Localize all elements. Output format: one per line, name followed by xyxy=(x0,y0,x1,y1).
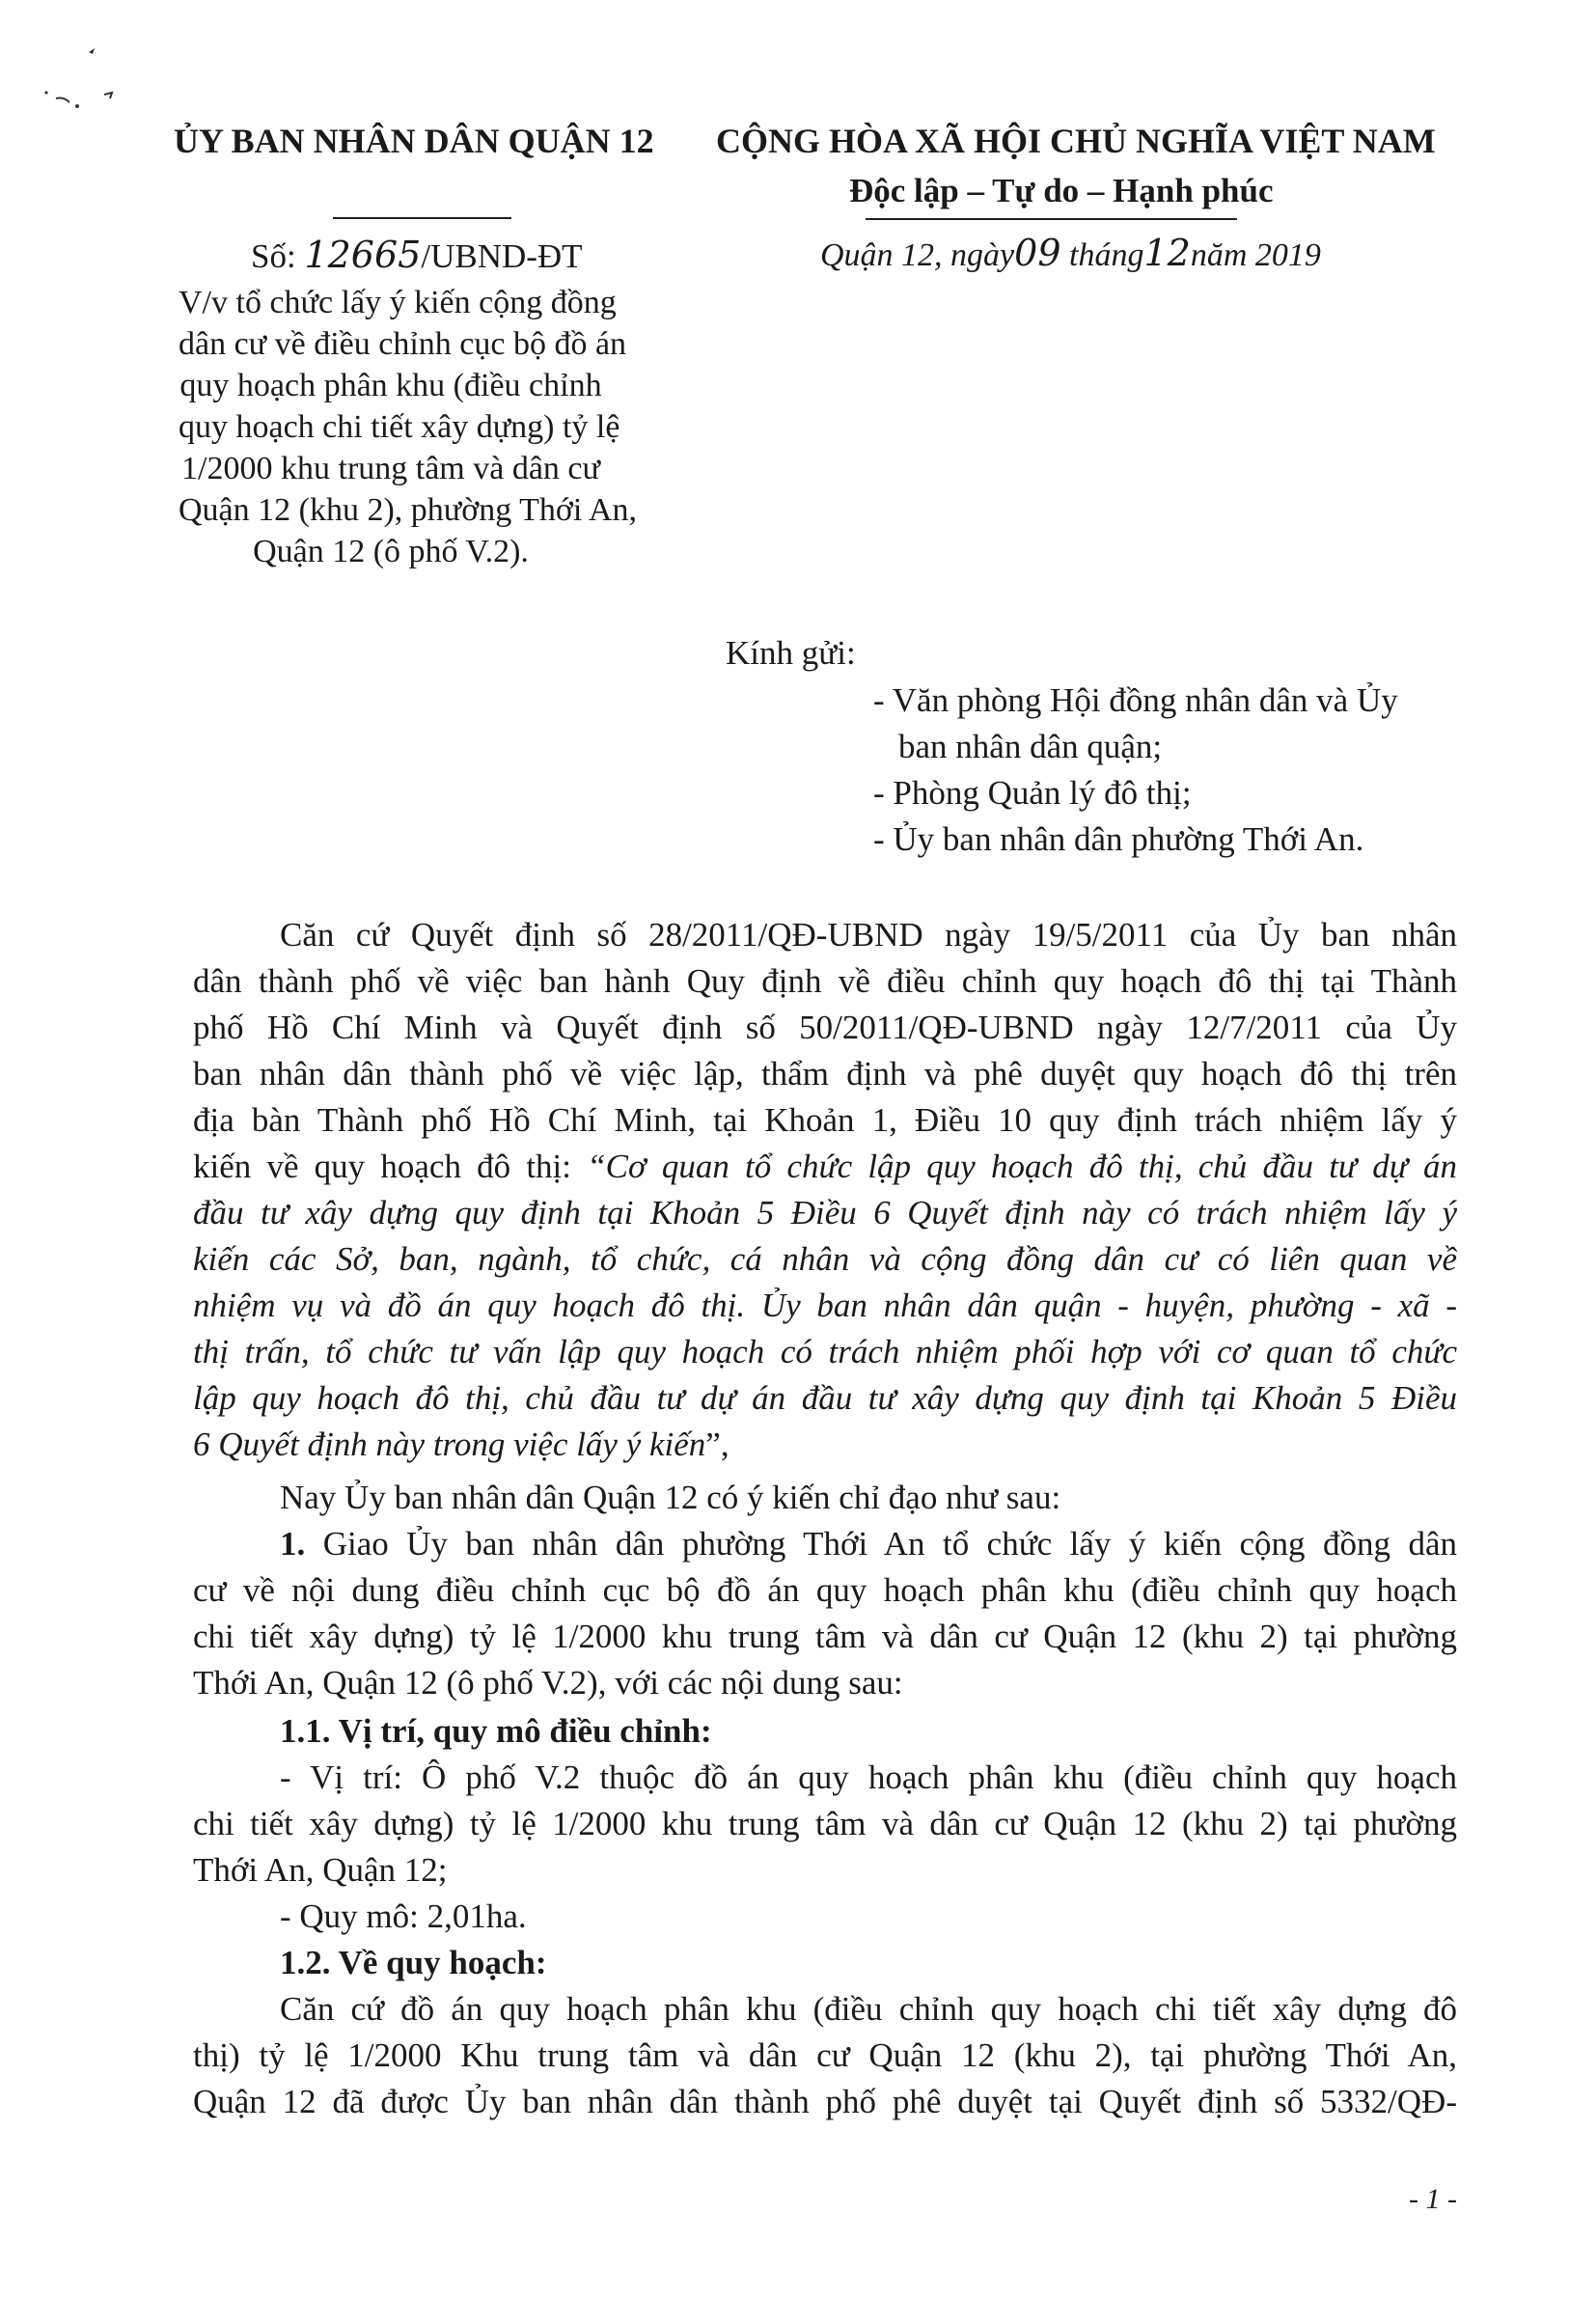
quoted-line: nhiệm vụ và đồ án quy hoạch đô thị. Ủy ban nhân dân quận - huyện, phường - xã - xyxy=(193,1287,1457,1324)
issuer-name: ỦY BAN NHÂN DÂN QUẬN 12 xyxy=(174,122,654,160)
body-text: Giao Ủy ban nhân dân phường Thới An tổ chức lấy ý kiến cộng đồng dân xyxy=(305,1525,1457,1563)
body-line: chi tiết xây dựng) tỷ lệ 1/2000 khu trung tâm và dân cư Quận 12 (khu 2) tại phường xyxy=(193,1805,1457,1842)
place-date-part2: tháng xyxy=(1069,237,1144,273)
section-heading: 1.1. Vị trí, quy mô điều chỉnh: xyxy=(280,1712,712,1750)
body-line xyxy=(193,1521,1457,1567)
subject-line: dân cư về điều chỉnh cục bộ đồ án xyxy=(179,326,627,362)
recipient-1-cont: ban nhân dân quận; xyxy=(898,728,1163,765)
body-line: cư về nội dung điều chỉnh cục bộ đồ án quy hoạch phân khu (điều chỉnh quy hoạch xyxy=(193,1571,1457,1609)
body-line: Nay Ủy ban nhân dân Quận 12 có ý kiến chỉ đạo như sau: xyxy=(280,1479,1061,1516)
document-number xyxy=(251,234,583,276)
body-line xyxy=(193,1422,1457,1468)
issuer-underline xyxy=(333,217,511,219)
body-line: dân thành phố về việc ban hành Quy định về điều chỉnh quy hoạch đô thị tại Thành xyxy=(193,962,1457,1000)
subject-line: Quận 12 (khu 2), phường Thới An, xyxy=(179,492,637,528)
item-1 xyxy=(193,1521,1457,1706)
subject-line: Quận 12 (ô phố V.2). xyxy=(253,534,529,569)
quoted-text: 6 Quyết định này trong việc lấy ý kiến xyxy=(193,1425,706,1463)
section-heading: 1.2. Về quy hoạch: xyxy=(280,1944,547,1981)
body-line: - Quy mô: 2,01ha. xyxy=(280,1897,527,1935)
quoted-text: “Cơ quan tổ chức lập quy hoạch đô thị, chủ đầu tư dự án xyxy=(587,1148,1457,1185)
body-line: Quận 12 đã được Ủy ban nhân dân thành phố phê duyệt tại Quyết định số 5332/QĐ- xyxy=(193,2083,1457,2120)
body-text: kiến về quy hoạch đô thị: xyxy=(193,1148,588,1185)
item-number: 1. xyxy=(280,1525,306,1563)
scan-specks xyxy=(39,39,135,116)
doc-no-handwritten: 12665 xyxy=(304,234,422,276)
doc-no-suffix: /UBND-ĐT xyxy=(421,237,583,275)
body-line: ban nhân dân thành phố về việc lập, thẩm định và phê duyệt quy hoạch đô thị trên xyxy=(193,1055,1457,1093)
subject-line: quy hoạch chi tiết xây dựng) tỷ lệ xyxy=(179,409,620,445)
body-line: Thới An, Quận 12 (ô phố V.2), với các nội dung sau: xyxy=(193,1664,903,1702)
body-line: Thới An, Quận 12; xyxy=(193,1851,448,1889)
paragraph-directive xyxy=(193,1475,1457,1521)
place-and-date xyxy=(820,232,1321,274)
recipient-list xyxy=(873,678,1398,863)
motto-underline xyxy=(866,218,1237,220)
section-1-2 xyxy=(193,1940,1457,2125)
quoted-line: thị trấn, tổ chức tư vấn lập quy hoạch có trách nhiệm phối hợp với cơ quan tổ chức xyxy=(193,1333,1457,1370)
body-line xyxy=(193,1144,1457,1190)
body-line: Căn cứ đồ án quy hoạch phân khu (điều chỉnh quy hoạch chi tiết xây dựng đô xyxy=(280,1990,1457,2028)
subject-block xyxy=(179,282,637,572)
body-line: địa bàn Thành phố Hồ Chí Minh, tại Khoản 1, Điều 10 quy định trách nhiệm lấy ý xyxy=(193,1101,1457,1139)
subject-line: 1/2000 khu trung tâm và dân cư xyxy=(181,451,600,486)
page-number: - 1 - xyxy=(1409,2183,1457,2215)
quoted-line: đầu tư xây dựng quy định tại Khoản 5 Điều 6 Quyết định này có trách nhiệm lấy ý xyxy=(193,1194,1457,1232)
quoted-line: kiến các Sở, ban, ngành, tổ chức, cá nhân và cộng đồng dân cư có liên quan về xyxy=(193,1240,1457,1278)
recipient-1: - Văn phòng Hội đồng nhân dân và Ủy xyxy=(873,681,1398,719)
section-1-1 xyxy=(193,1708,1457,1940)
doc-no-prefix: Số: xyxy=(251,237,296,275)
place-date-part3: năm 2019 xyxy=(1190,237,1321,273)
paragraph-legal-basis xyxy=(193,912,1457,1468)
body-line: phố Hồ Chí Minh và Quyết định số 50/2011/QĐ-UBND ngày 12/7/2011 của Ủy xyxy=(193,1009,1457,1046)
subject-line: V/v tổ chức lấy ý kiến cộng đồng xyxy=(179,285,617,320)
body-line: chi tiết xây dựng) tỷ lệ 1/2000 khu trung tâm và dân cư Quận 12 (khu 2) tại phường xyxy=(193,1618,1457,1655)
subject-line: quy hoạch phân khu (điều chỉnh xyxy=(179,368,602,403)
day-handwritten: 09 xyxy=(1014,232,1061,274)
month-handwritten: 12 xyxy=(1143,232,1191,274)
salutation: Kính gửi: xyxy=(726,634,856,672)
quoted-line: lập quy hoạch đô thị, chủ đầu tư dự án đầu tư xây dựng quy định tại Khoản 5 Điều xyxy=(193,1379,1457,1417)
body-line: Căn cứ Quyết định số 28/2011/QĐ-UBND ngày 19/5/2011 của Ủy ban nhân xyxy=(280,916,1457,954)
recipient-2: - Phòng Quản lý đô thị; xyxy=(873,774,1192,812)
national-motto: Độc lập – Tự do – Hạnh phúc xyxy=(849,172,1274,209)
body-text: ”, xyxy=(705,1425,729,1463)
place-date-part1: Quận 12, ngày xyxy=(820,237,1015,273)
body-line: - Vị trí: Ô phố V.2 thuộc đồ án quy hoạch phân khu (điều chỉnh quy hoạch xyxy=(280,1758,1457,1796)
republic-name: CỘNG HÒA XÃ HỘI CHỦ NGHĨA VIỆT NAM xyxy=(716,122,1436,160)
body-line: thị) tỷ lệ 1/2000 Khu trung tâm và dân cư Quận 12 (khu 2), tại phường Thới An, xyxy=(193,2036,1457,2074)
recipient-3: - Ủy ban nhân dân phường Thới An. xyxy=(873,820,1364,858)
